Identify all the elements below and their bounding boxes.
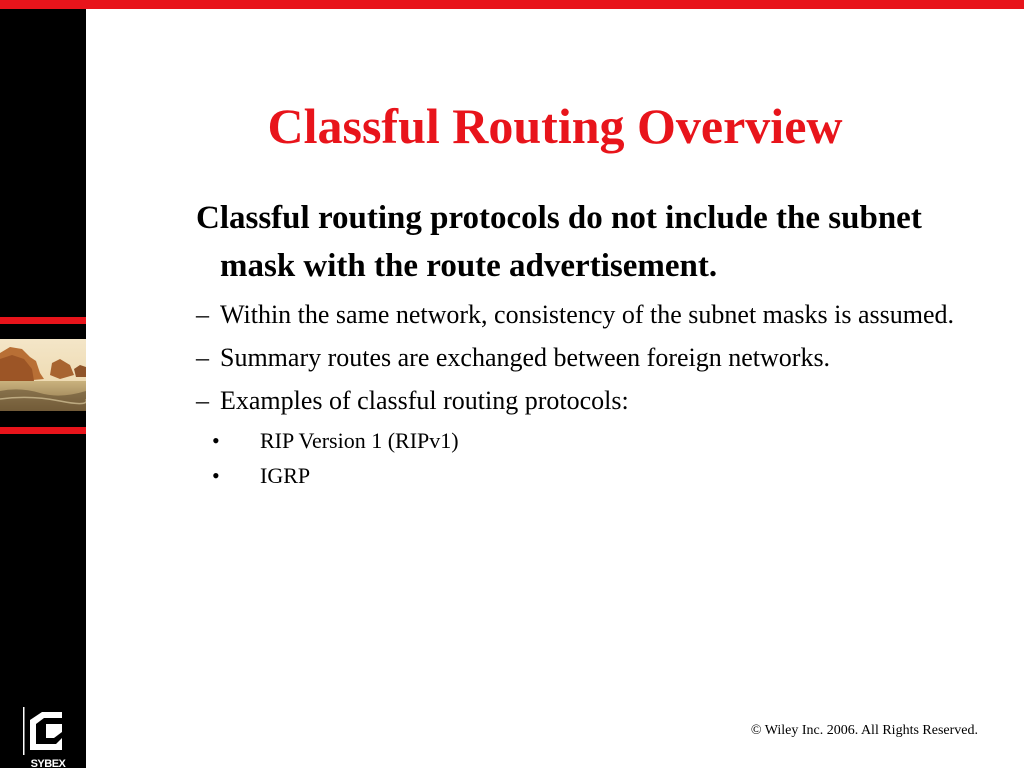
dash-glyph: –	[196, 300, 209, 329]
slide-title: Classful Routing Overview	[267, 98, 843, 154]
sub-point	[196, 339, 956, 377]
coastal-cliffs-photo	[0, 339, 86, 411]
sidebar-red-stripe-bottom	[0, 427, 86, 434]
left-sidebar	[0, 9, 86, 768]
examples-list	[212, 424, 956, 493]
sub-point-list	[196, 296, 956, 493]
sub-point-text: Examples of classful routing protocols:	[220, 386, 629, 415]
main-point: Classful routing protocols do not include the subnet mask with the route advertisement.	[196, 200, 922, 284]
sub-point	[196, 296, 956, 334]
example-text: RIP Version 1 (RIPv1)	[260, 428, 459, 453]
sidebar-red-stripe-top	[0, 317, 86, 324]
example-item	[212, 424, 956, 458]
copyright-footer: © Wiley Inc. 2006. All Rights Reserved.	[750, 723, 978, 738]
sub-point-text: Summary routes are exchanged between foreign networks.	[220, 343, 831, 372]
example-item	[212, 459, 956, 493]
bullet-glyph: •	[212, 463, 220, 488]
sub-point	[196, 382, 956, 493]
slide-body	[196, 194, 956, 498]
dash-glyph: –	[196, 386, 209, 415]
sybex-logo-text: SYBEX	[30, 758, 66, 770]
bullet-glyph: •	[212, 428, 220, 453]
dash-glyph: –	[196, 343, 209, 372]
example-text: IGRP	[260, 463, 311, 488]
top-red-bar	[0, 0, 1024, 9]
sub-point-text: Within the same network, consistency of the subnet masks is assumed.	[220, 300, 955, 329]
